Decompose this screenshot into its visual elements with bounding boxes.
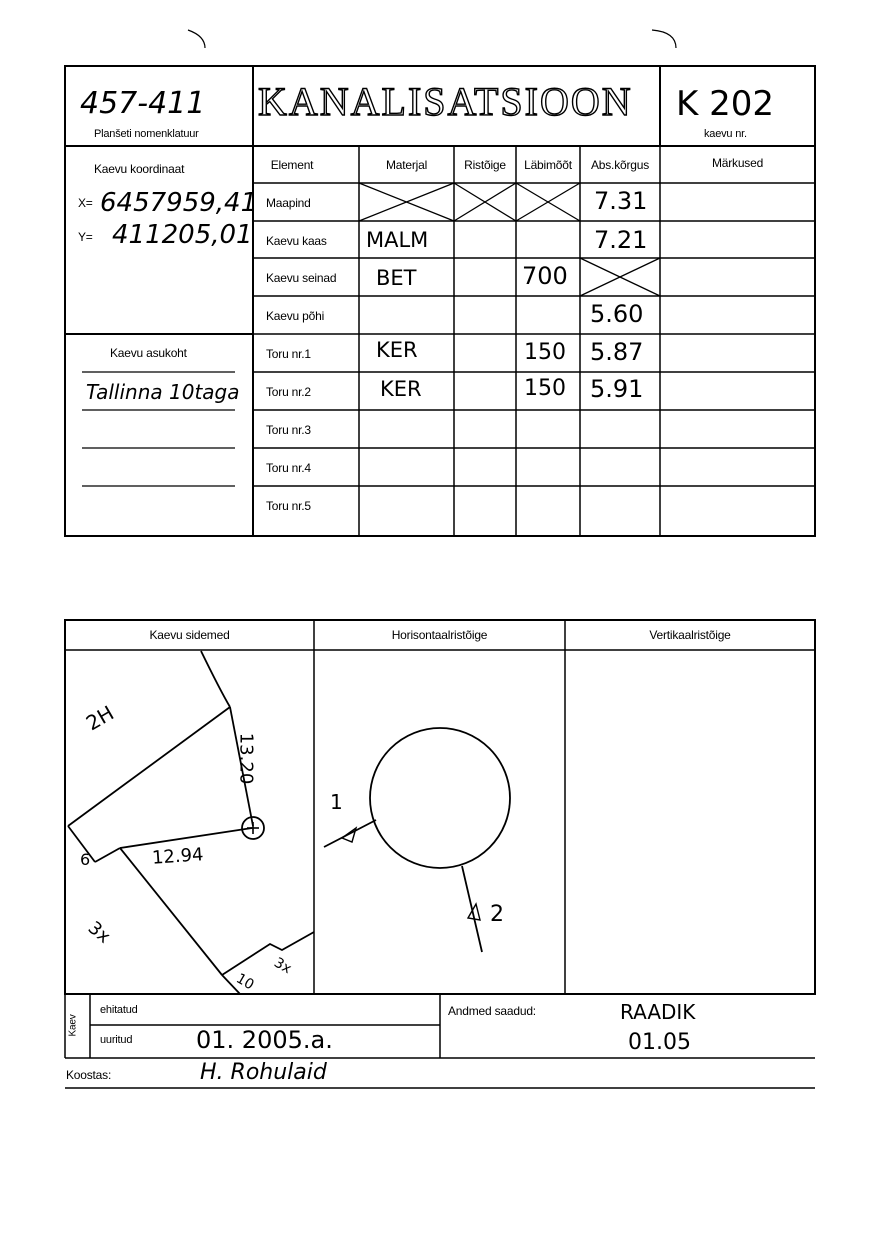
well-id: K 202 <box>676 84 774 124</box>
tie-label: 12.94 <box>151 844 205 869</box>
coord-x: 6457959,41 <box>100 188 258 218</box>
material-value: KER <box>376 338 418 362</box>
tie-label: 10 <box>233 970 257 994</box>
sketch-header-horizontal: Horisontaalristõige <box>391 628 488 642</box>
sketch-header-ties: Kaevu sidemed <box>149 628 230 642</box>
height-value: 5.87 <box>590 338 644 366</box>
diameter-value: 700 <box>522 262 568 290</box>
diameter-value: 150 <box>524 376 566 401</box>
data-source-label: Andmed saadud: <box>448 1004 536 1018</box>
row-label: Kaevu seinad <box>266 271 337 285</box>
tie-label: 3x <box>83 917 115 948</box>
tie-label: 13.20 <box>235 732 257 785</box>
well-side-label: Kaev <box>67 1014 79 1037</box>
form-title: KANALISATSIOON <box>258 79 633 124</box>
row-label: Toru nr.5 <box>266 499 311 513</box>
col-cross-section: Ristõige <box>464 158 506 172</box>
diameter-value: 150 <box>524 340 566 365</box>
col-notes: Märkused <box>711 156 764 170</box>
col-abs-height: Abs.kõrgus <box>590 158 650 172</box>
col-element: Element <box>270 158 314 172</box>
sketch-header-vertical: Vertikaalristõige <box>649 628 731 642</box>
location-value: Tallinna 10taga <box>86 380 240 404</box>
col-material: Materjal <box>385 158 428 172</box>
material-value: MALM <box>366 228 429 252</box>
author-signature: H. Rohulaid <box>200 1060 327 1085</box>
y-prefix: Y= <box>78 230 93 244</box>
pipe-number: 1 <box>330 790 343 814</box>
tie-label: 3x <box>271 954 295 978</box>
row-label: Kaevu kaas <box>266 234 327 248</box>
data-source: RAADIK <box>620 1000 696 1024</box>
row-label: Toru nr.2 <box>266 385 311 399</box>
row-label: Toru nr.3 <box>266 423 311 437</box>
data-date: 01.05 <box>628 1030 691 1055</box>
author-label: Koostas: <box>66 1068 112 1082</box>
row-label: Toru nr.4 <box>266 461 311 475</box>
coord-y: 411205,01 <box>112 220 253 250</box>
tie-label: 2H <box>81 700 118 736</box>
height-value: 5.60 <box>590 300 644 328</box>
x-prefix: X= <box>78 196 93 210</box>
height-value: 5.91 <box>590 375 644 403</box>
height-value: 7.31 <box>594 187 648 215</box>
coords-label: Kaevu koordinaat <box>94 162 185 176</box>
sheet-label: Planšeti nomenklatuur <box>94 128 199 140</box>
sheet-number: 457-411 <box>80 86 206 121</box>
well-id-label: kaevu nr. <box>704 128 747 140</box>
height-value: 7.21 <box>594 226 648 254</box>
location-label: Kaevu asukoht <box>110 346 187 360</box>
col-diameter: Läbimõõt <box>524 158 572 172</box>
material-value: KER <box>380 377 422 401</box>
row-label: Toru nr.1 <box>266 347 311 361</box>
pipe-number: 2 <box>490 902 504 927</box>
tie-label: 6 <box>80 850 91 869</box>
measured-label: uuritud <box>100 1034 133 1046</box>
row-label: Kaevu põhi <box>266 309 325 323</box>
row-label: Maapind <box>266 196 311 210</box>
measured-date: 01. 2005.a. <box>196 1026 333 1054</box>
built-label: ehitatud <box>100 1004 138 1016</box>
material-value: BET <box>376 266 417 290</box>
